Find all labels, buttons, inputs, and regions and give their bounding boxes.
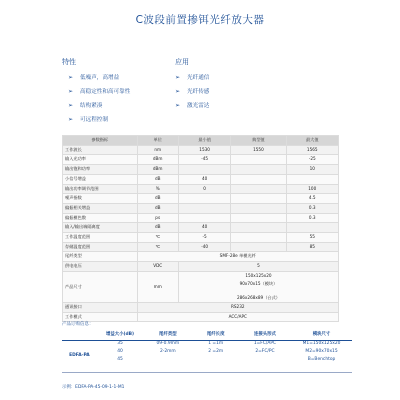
spec-row	[63, 155, 339, 165]
spec-row	[63, 165, 339, 175]
spec-cell: %	[137, 184, 178, 194]
spec-cell: RS232	[137, 302, 338, 312]
list-item: ➢ 高稳定性和高可靠性	[68, 88, 131, 95]
spec-cell	[178, 213, 230, 223]
spec-cell: 0.3	[286, 213, 338, 223]
spec-cell: ℃	[137, 242, 178, 252]
features-list	[68, 74, 130, 130]
spec-cell: 输入光功率	[63, 155, 138, 165]
spec-cell	[178, 165, 230, 175]
list-item: ➢ 光纤传感	[175, 88, 210, 95]
features-heading: 特性	[62, 58, 76, 66]
order-length-options: 1 =1m 2 =2m	[192, 340, 238, 373]
order-example: 示例：EDFA-PA-45-09-1-1-M1	[62, 385, 125, 390]
spec-cell: 工作模式	[63, 312, 138, 322]
spec-cell: 通讯接口	[63, 302, 138, 312]
spec-cell: 尾纤类型	[63, 252, 138, 262]
order-gain-options: 35 40 45	[97, 340, 143, 373]
order-header-cell: 尾纤类型	[159, 332, 177, 337]
spec-cell: 0	[178, 184, 230, 194]
spec-cell: 输出功率调节范围	[63, 184, 138, 194]
spec-row-power	[63, 262, 339, 272]
spec-row	[63, 145, 339, 155]
spec-cell	[231, 184, 286, 194]
arrow-bullet-icon: ➢	[68, 88, 74, 95]
spec-cell: dBm	[137, 165, 178, 175]
spec-cell: ACC/APC	[137, 312, 338, 322]
spec-row	[63, 233, 339, 243]
spec-cell: 偏振相关增益	[63, 203, 138, 213]
spec-cell: 产品尺寸	[63, 271, 138, 302]
spec-cell	[231, 223, 286, 233]
spec-header-cell: 最大值	[286, 136, 338, 146]
arrow-bullet-icon: ➢	[68, 74, 74, 81]
spec-cell	[231, 213, 286, 223]
spec-table	[62, 135, 339, 322]
order-header-cell: 连接头形式	[253, 332, 276, 337]
spec-row-comm	[63, 302, 339, 312]
applications-heading: 应用	[175, 58, 189, 66]
arrow-bullet-icon: ➢	[68, 102, 74, 109]
spec-cell: -40	[178, 242, 230, 252]
order-header-cell: 模块尺寸	[312, 332, 331, 337]
spec-cell: 输出饱和功率	[63, 165, 138, 175]
spec-cell: -45	[178, 155, 230, 165]
order-info-title: 产品订购信息：	[62, 322, 94, 327]
spec-cell: dB	[137, 203, 178, 213]
spec-size-line: 90x70x15（模块）	[239, 280, 278, 286]
spec-cell: 供电电压	[63, 262, 138, 272]
spec-size-values	[178, 271, 338, 302]
spec-cell: 1550	[231, 145, 286, 155]
order-body-row	[62, 340, 352, 373]
spec-cell: 55	[286, 233, 338, 243]
spec-header-row	[63, 136, 339, 146]
spec-row	[63, 194, 339, 204]
spec-cell	[178, 194, 230, 204]
list-item: ➢ 可远程控制	[68, 116, 108, 123]
order-model: EDFA-PA	[62, 340, 97, 373]
spec-cell: 1530	[178, 145, 230, 155]
spec-cell: 噪声指数	[63, 194, 138, 204]
list-item: ➢ 光纤通信	[175, 74, 210, 81]
spec-header-cell: 典型值	[231, 136, 286, 146]
spec-row	[63, 242, 339, 252]
spec-cell: 4.5	[286, 194, 338, 204]
arrow-bullet-icon: ➢	[175, 74, 181, 81]
spec-row-size	[63, 271, 339, 302]
order-module-options: M1=150x125x20 M2=90x70x15 B=Benchtop	[291, 340, 352, 373]
spec-row	[63, 223, 339, 233]
spec-cell: dBm	[137, 155, 178, 165]
spec-cell: 100	[286, 184, 338, 194]
order-header-cell: 增益大小(dB)	[105, 332, 135, 337]
spec-cell: 存储温度范围	[63, 242, 138, 252]
spec-row	[63, 213, 339, 223]
spec-cell	[231, 155, 286, 165]
spec-size-line: 286x268x89（台式）	[236, 294, 280, 300]
spec-cell	[231, 242, 286, 252]
spec-header-cell: 单位	[137, 136, 178, 146]
page-title: C波段前置掺铒光纤放大器	[135, 14, 265, 26]
order-header-row	[62, 329, 352, 340]
spec-cell: 1565	[286, 145, 338, 155]
spec-cell: 小信号增益	[63, 174, 138, 184]
spec-cell	[231, 203, 286, 213]
order-connector-options: 1=FC/APC 2=FC/PC	[239, 340, 291, 373]
spec-cell: mm	[137, 271, 178, 302]
spec-cell	[286, 174, 338, 184]
spec-cell: 工作波长	[63, 145, 138, 155]
spec-cell: 5	[178, 262, 338, 272]
spec-cell	[231, 233, 286, 243]
spec-row-fiber	[63, 252, 339, 262]
spec-cell: 偏振模色散	[63, 213, 138, 223]
arrow-bullet-icon: ➢	[175, 102, 181, 109]
spec-row	[63, 174, 339, 184]
spec-row	[63, 203, 339, 213]
spec-row-mode	[63, 312, 339, 322]
spec-cell	[231, 165, 286, 175]
spec-size-line: 150x125x20	[245, 272, 272, 278]
spec-cell: dB	[137, 174, 178, 184]
order-header-cell	[62, 329, 97, 340]
spec-cell: ps	[137, 213, 178, 223]
spec-cell: 10	[286, 165, 338, 175]
arrow-bullet-icon: ➢	[175, 88, 181, 95]
order-table	[62, 329, 352, 373]
spec-cell: -25	[286, 155, 338, 165]
arrow-bullet-icon: ➢	[68, 116, 74, 123]
spec-cell: 40	[178, 223, 230, 233]
spec-cell: -5	[178, 233, 230, 243]
spec-cell: SMF-28e 单模光纤	[137, 252, 338, 262]
spec-cell	[231, 174, 286, 184]
order-fiber-options: 09-0.9mm 2-2mm	[143, 340, 192, 373]
spec-header-cell: 最小值	[178, 136, 230, 146]
order-header-divider	[62, 340, 352, 341]
list-item: ➢ 低噪声，高增益	[68, 74, 120, 81]
applications-list	[175, 74, 209, 116]
spec-cell: 40	[178, 174, 230, 184]
spec-cell: 工作温度范围	[63, 233, 138, 243]
spec-cell: 85	[286, 242, 338, 252]
order-header-cell: 尾纤长度	[206, 332, 225, 337]
spec-cell: dB	[137, 223, 178, 233]
list-item: ➢ 结构紧凑	[68, 102, 103, 109]
spec-cell: dB	[137, 194, 178, 204]
list-item: ➢ 激光雷达	[175, 102, 210, 109]
spec-cell: nm	[137, 145, 178, 155]
spec-header-cell: 参数指标	[63, 136, 138, 146]
spec-cell: 0.3	[286, 203, 338, 213]
spec-cell: VDC	[137, 262, 178, 272]
spec-cell	[286, 223, 338, 233]
spec-cell: 输入/输出端隔离度	[63, 223, 138, 233]
spec-cell	[231, 194, 286, 204]
spec-cell	[178, 203, 230, 213]
spec-cell: ℃	[137, 233, 178, 243]
spec-row	[63, 184, 339, 194]
